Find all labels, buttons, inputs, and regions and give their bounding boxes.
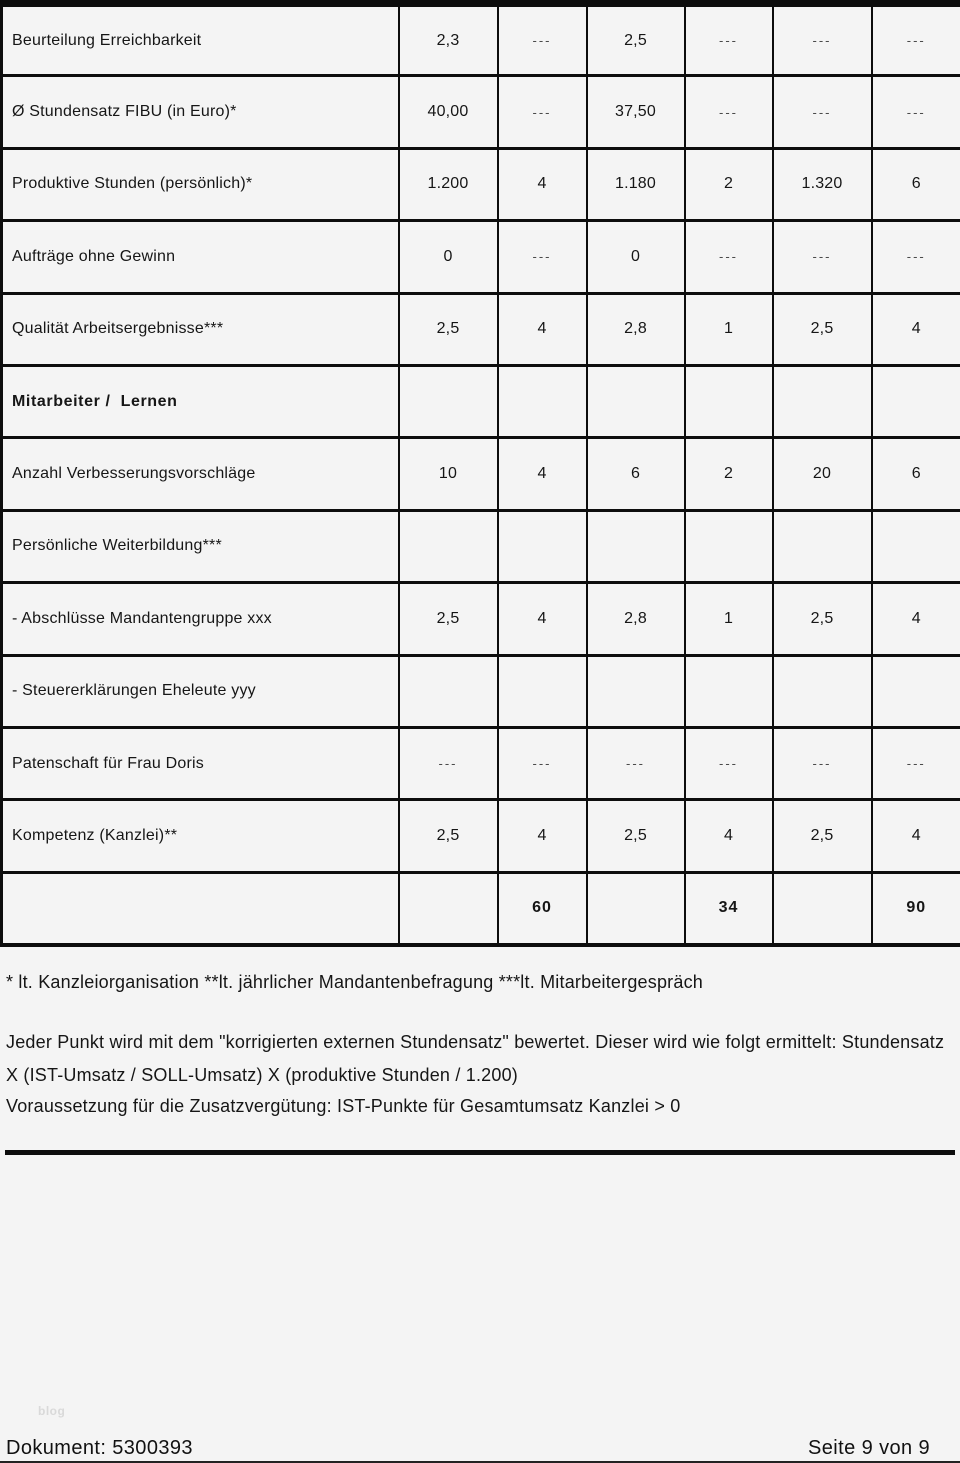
value-cell: 4 bbox=[872, 800, 960, 872]
value-cell: 2,5 bbox=[587, 4, 685, 76]
value-cell: --- bbox=[685, 221, 773, 293]
value-cell: 40,00 bbox=[399, 76, 498, 148]
value-cell: 2,5 bbox=[773, 800, 872, 872]
table-row bbox=[2, 76, 960, 148]
table-row bbox=[2, 365, 960, 437]
value-cell: 1.320 bbox=[773, 148, 872, 220]
value-cell: 4 bbox=[498, 293, 587, 365]
value-cell bbox=[685, 510, 773, 582]
row-label-cell: Kompetenz (Kanzlei)** bbox=[2, 800, 399, 872]
row-label-cell: Patenschaft für Frau Doris bbox=[2, 727, 399, 799]
value-cell: 2 bbox=[685, 148, 773, 220]
value-cell: 2,8 bbox=[587, 583, 685, 655]
value-cell bbox=[773, 510, 872, 582]
value-cell: --- bbox=[773, 727, 872, 799]
value-cell: 20 bbox=[773, 438, 872, 510]
value-cell: 4 bbox=[872, 583, 960, 655]
row-label-cell: Aufträge ohne Gewinn bbox=[2, 221, 399, 293]
value-cell: --- bbox=[872, 76, 960, 148]
value-cell: 4 bbox=[685, 800, 773, 872]
value-cell bbox=[587, 365, 685, 437]
value-cell: 2,5 bbox=[773, 293, 872, 365]
table-row bbox=[2, 727, 960, 799]
value-cell: 4 bbox=[498, 800, 587, 872]
value-cell bbox=[872, 510, 960, 582]
value-cell bbox=[498, 510, 587, 582]
value-cell: --- bbox=[773, 76, 872, 148]
value-cell bbox=[587, 655, 685, 727]
value-cell: --- bbox=[872, 4, 960, 76]
value-cell bbox=[773, 872, 872, 944]
value-cell: 2,8 bbox=[587, 293, 685, 365]
row-label-cell bbox=[2, 872, 399, 944]
value-cell bbox=[399, 872, 498, 944]
row-label-cell: Ø Stundensatz FIBU (in Euro)* bbox=[2, 76, 399, 148]
value-cell: 2,5 bbox=[399, 800, 498, 872]
value-cell: --- bbox=[587, 727, 685, 799]
table-row bbox=[2, 583, 960, 655]
table-row bbox=[2, 510, 960, 582]
value-cell: 60 bbox=[498, 872, 587, 944]
value-cell bbox=[498, 365, 587, 437]
value-cell: 90 bbox=[872, 872, 960, 944]
value-cell bbox=[872, 655, 960, 727]
value-cell: 4 bbox=[498, 583, 587, 655]
table-row bbox=[2, 4, 960, 76]
footer-document-number: Dokument: 5300393 bbox=[6, 1437, 193, 1459]
value-cell bbox=[587, 872, 685, 944]
value-cell: 6 bbox=[872, 148, 960, 220]
value-cell: 10 bbox=[399, 438, 498, 510]
value-cell: 2,5 bbox=[399, 583, 498, 655]
value-cell: 2,5 bbox=[399, 293, 498, 365]
row-label-cell: - Steuererklärungen Eheleute yyy bbox=[2, 655, 399, 727]
value-cell: 1.180 bbox=[587, 148, 685, 220]
value-cell: 1 bbox=[685, 293, 773, 365]
value-cell: 1.200 bbox=[399, 148, 498, 220]
table-row bbox=[2, 872, 960, 944]
table-row bbox=[2, 221, 960, 293]
value-cell: 2 bbox=[685, 438, 773, 510]
watermark-text: blog bbox=[38, 1404, 66, 1418]
value-cell bbox=[399, 655, 498, 727]
value-cell bbox=[685, 365, 773, 437]
value-cell: --- bbox=[498, 76, 587, 148]
table-row bbox=[2, 438, 960, 510]
value-cell: 6 bbox=[872, 438, 960, 510]
value-cell bbox=[872, 365, 960, 437]
table-row bbox=[2, 800, 960, 872]
value-cell: 2,3 bbox=[399, 4, 498, 76]
value-cell: --- bbox=[773, 4, 872, 76]
value-cell: --- bbox=[685, 727, 773, 799]
value-cell: --- bbox=[872, 221, 960, 293]
value-cell: --- bbox=[498, 727, 587, 799]
value-cell: 4 bbox=[498, 148, 587, 220]
value-cell bbox=[773, 365, 872, 437]
footnote-legend: * lt. Kanzleiorganisation **lt. jährlicher Mandantenbefragung ***lt. Mitarbeitergespräch bbox=[6, 972, 703, 992]
value-cell: 34 bbox=[685, 872, 773, 944]
value-cell: 2,5 bbox=[587, 800, 685, 872]
value-cell: --- bbox=[773, 221, 872, 293]
value-cell bbox=[399, 510, 498, 582]
row-label-cell: Persönliche Weiterbildung*** bbox=[2, 510, 399, 582]
value-cell bbox=[587, 510, 685, 582]
value-cell: 2,5 bbox=[773, 583, 872, 655]
value-cell: --- bbox=[399, 727, 498, 799]
row-label-cell: Anzahl Verbesserungsvorschläge bbox=[2, 438, 399, 510]
value-cell: 6 bbox=[587, 438, 685, 510]
value-cell: 4 bbox=[498, 438, 587, 510]
value-cell: 37,50 bbox=[587, 76, 685, 148]
horizontal-divider bbox=[5, 1150, 955, 1155]
row-label-cell: Beurteilung Erreichbarkeit bbox=[2, 4, 399, 76]
value-cell bbox=[685, 655, 773, 727]
value-cell: --- bbox=[685, 4, 773, 76]
value-cell: --- bbox=[498, 221, 587, 293]
value-cell bbox=[498, 655, 587, 727]
value-cell: 0 bbox=[587, 221, 685, 293]
value-cell: 0 bbox=[399, 221, 498, 293]
table-row bbox=[2, 293, 960, 365]
value-cell bbox=[773, 655, 872, 727]
row-label-cell: Mitarbeiter / Lernen bbox=[2, 365, 399, 437]
row-label-cell: Produktive Stunden (persönlich)* bbox=[2, 148, 399, 220]
value-cell: --- bbox=[498, 4, 587, 76]
value-cell: 4 bbox=[872, 293, 960, 365]
row-label-cell: Qualität Arbeitsergebnisse*** bbox=[2, 293, 399, 365]
value-cell bbox=[399, 365, 498, 437]
note-calculation: Jeder Punkt wird mit dem "korrigierten externen Stundensatz" bewertet. Dieser wird wie folgt ermittelt: Stundensatz X (IST-Umsatz / SOLL-Umsatz) X (produktive Stunden / 1.200) bbox=[6, 1032, 945, 1085]
footer-page-number: Seite 9 von 9 bbox=[808, 1437, 930, 1459]
table-row bbox=[2, 148, 960, 220]
row-label-cell: - Abschlüsse Mandantengruppe xxx bbox=[2, 583, 399, 655]
value-cell: --- bbox=[872, 727, 960, 799]
table-row bbox=[2, 655, 960, 727]
value-cell: --- bbox=[685, 76, 773, 148]
value-cell: 1 bbox=[685, 583, 773, 655]
note-condition: Voraussetzung für die Zusatzvergütung: IST-Punkte für Gesamtumsatz Kanzlei > 0 bbox=[6, 1096, 681, 1116]
